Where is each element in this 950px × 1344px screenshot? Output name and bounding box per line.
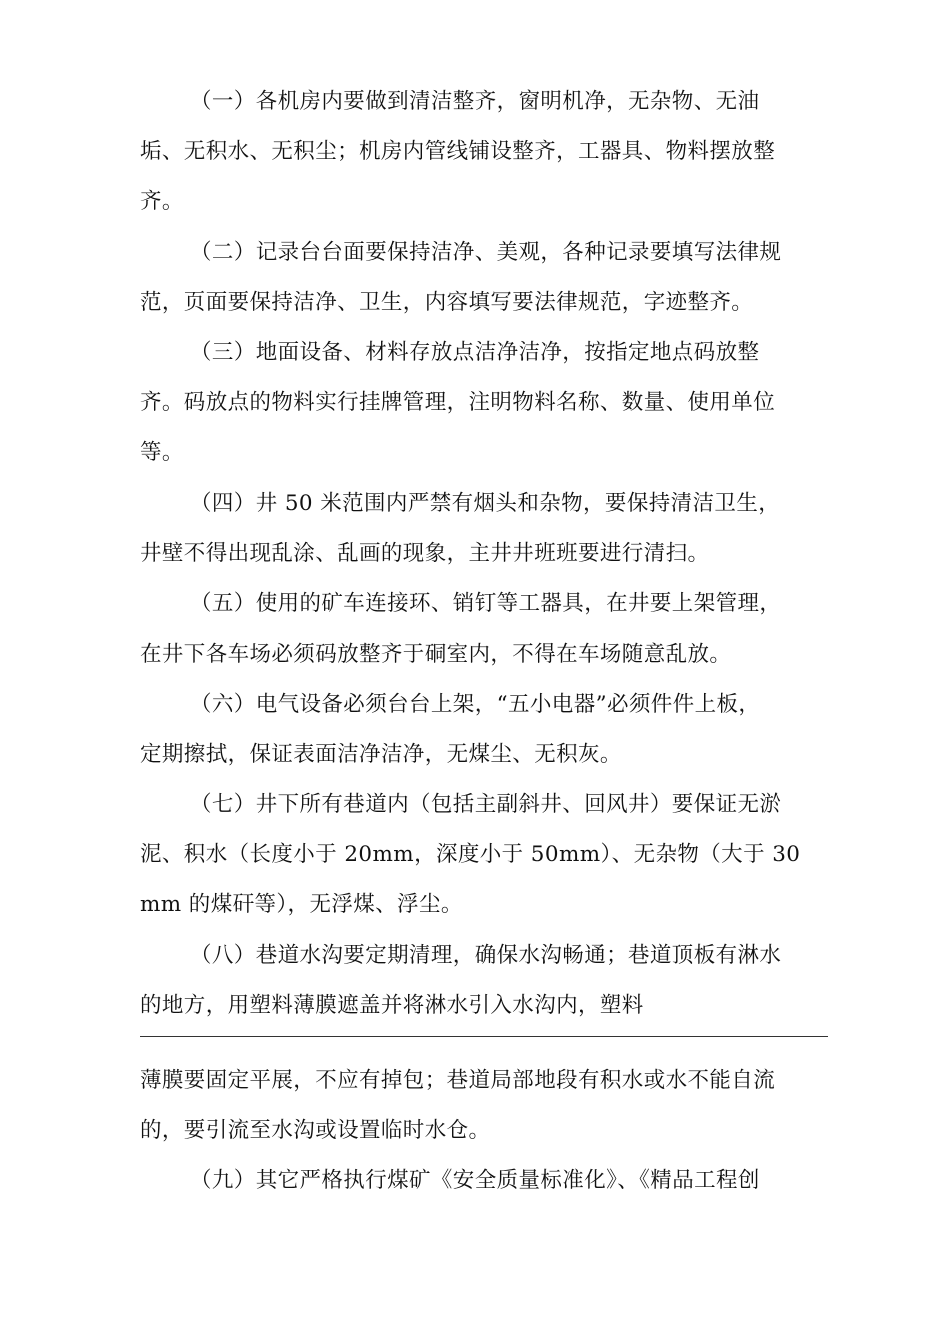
paragraph-8-line-1: （八）巷道水沟要定期清理，确保水沟畅通；巷道顶板有淋水 (190, 943, 782, 968)
paragraph-8-continued-line-1: 薄膜要固定平展，不应有掉包；巷道局部地段有积水或水不能自流 (140, 1068, 776, 1093)
paragraph-2-line-1: （二）记录台台面要保持洁净、美观，各种记录要填写法律规 (190, 240, 782, 265)
paragraph-4-line-2: 井壁不得出现乱涂、乱画的现象，主井井班班要进行清扫。 (140, 541, 710, 566)
paragraph-1-line-3: 齐。 (140, 189, 184, 214)
paragraph-7-line-2: 泥、积水（长度小于 20mm，深度小于 50mm）、无杂物（大于 30 (140, 842, 801, 867)
paragraph-3-line-2: 齐。码放点的物料实行挂牌管理，注明物料名称、数量、使用单位 (140, 390, 776, 415)
paragraph-3-line-1: （三）地面设备、材料存放点洁净洁净，按指定地点码放整 (190, 340, 760, 365)
paragraph-3-line-3: 等。 (140, 440, 184, 465)
paragraph-5-line-2: 在井下各车场必须码放整齐于硐室内，不得在车场随意乱放。 (140, 642, 732, 667)
paragraph-7-line-3: mm 的煤矸等），无浮煤、浮尘。 (140, 892, 463, 917)
paragraph-5-line-1: （五）使用的矿车连接环、销钉等工器具，在井要上架管理， (190, 591, 782, 616)
paragraph-8-continued-line-2: 的，要引流至水沟或设置临时水仓。 (140, 1118, 491, 1143)
page-break-divider (140, 1036, 828, 1037)
paragraph-7-line-1: （七）井下所有巷道内（包括主副斜井、回风井）要保证无淤 (190, 792, 782, 817)
paragraph-1-line-1: （一）各机房内要做到清洁整齐，窗明机净，无杂物、无油 (190, 89, 760, 114)
paragraph-6-line-1: （六）电气设备必须台台上架，“五小电器”必须件件上板， (190, 692, 761, 717)
paragraph-1-line-2: 垢、无积水、无积尘；机房内管线铺设整齐，工器具、物料摆放整 (140, 139, 776, 164)
paragraph-9-line-1: （九）其它严格执行煤矿《安全质量标准化》、《精品工程创 (190, 1168, 760, 1193)
paragraph-8-line-2: 的地方，用塑料薄膜遮盖并将淋水引入水沟内，塑料 (140, 993, 644, 1018)
paragraph-4-line-1: （四）井 50 米范围内严禁有烟头和杂物，要保持清洁卫生， (190, 491, 781, 516)
paragraph-6-line-2: 定期擦拭，保证表面洁净洁净，无煤尘、无积灰。 (140, 742, 622, 767)
paragraph-2-line-2: 范，页面要保持洁净、卫生，内容填写要法律规范，字迹整齐。 (140, 290, 754, 315)
